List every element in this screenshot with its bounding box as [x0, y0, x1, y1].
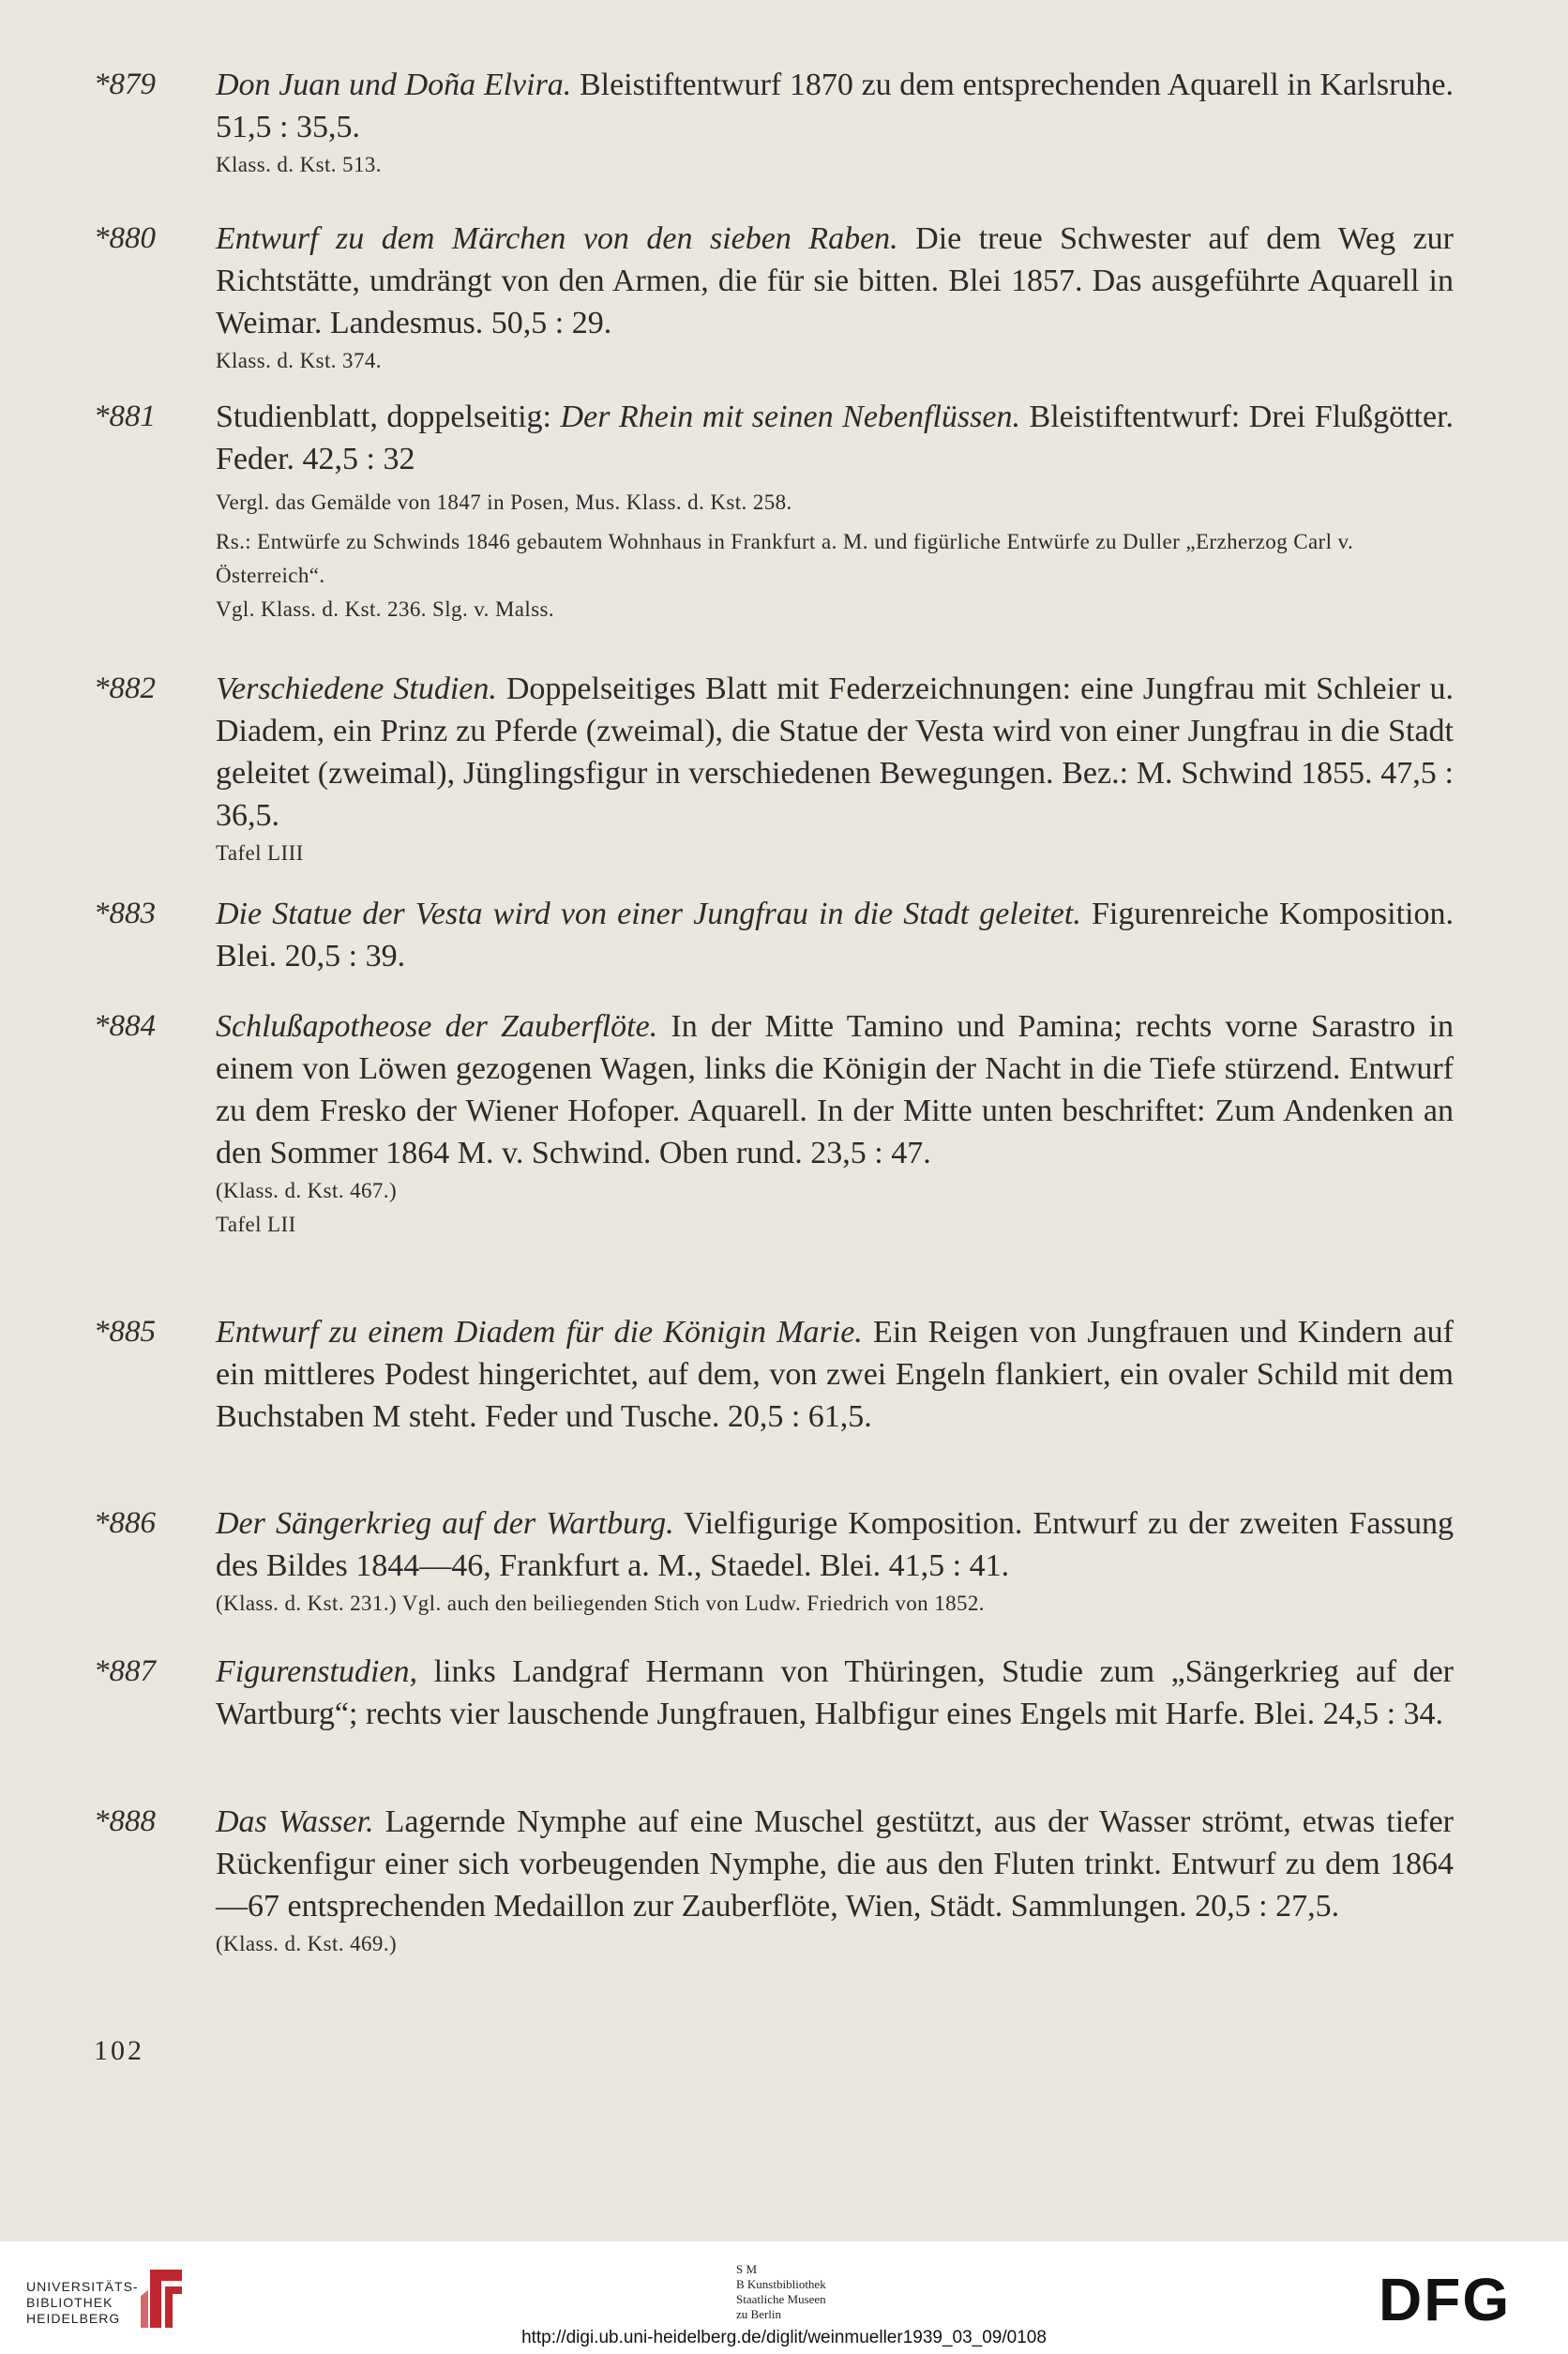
catalog-entry — [94, 1651, 1454, 1735]
university-line: HEIDELBERG — [26, 2311, 121, 2326]
university-line: BIBLIOTHEK — [26, 2295, 113, 2310]
entry-note: Vergl. das Gemälde von 1847 in Posen, Mus. Klass. d. Kst. 258. — [216, 490, 792, 514]
entry-text — [216, 893, 1454, 977]
dfg-logo: DFG — [1379, 2266, 1512, 2333]
entry-description: Lagernde Nymphe auf eine Muschel gestützt, aus der Wasser strömt, etwas tiefer Rückenfigur einer sich vorbeugenden Nymphe, die aus den Fluten trinkt. Entwurf zu dem 1864—67 entsprechenden Medaillon zur Zauberflöte, Wien, Städt. Sammlungen. 20,5 : 27,5. — [216, 1804, 1454, 1924]
entry-number: *886 — [94, 1506, 156, 1540]
catalog-entry — [94, 668, 1454, 870]
entry-title: Das Wasser. — [216, 1804, 374, 1839]
entry-note: Klass. d. Kst. 513. — [216, 153, 382, 176]
catalog-entry — [94, 218, 1454, 378]
collection-line: zu Berlin — [736, 2307, 782, 2321]
entry-note: (Klass. d. Kst. 231.) Vgl. auch den beiliegenden Stich von Ludw. Friedrich von 1852. — [216, 1592, 985, 1615]
collection-label — [736, 2262, 826, 2322]
catalog-entry — [94, 1311, 1454, 1438]
entry-note: Klass. d. Kst. 374. — [216, 349, 382, 372]
entry-description: Die treue Schwester auf dem Weg zur Richtstätte, umdrängt von den Armen, die für sie bitten. Blei 1857. Das ausgeführte Aquarell in Weimar. Landesmus. 50,5 : 29. — [216, 221, 1454, 340]
entry-title: Entwurf zu dem Märchen von den sieben Raben. — [216, 221, 898, 256]
entry-description: Figurenreiche Komposition. Blei. 20,5 : 39. — [216, 897, 1454, 973]
entry-title: Die Statue der Vesta wird von einer Jungfrau in die Stadt geleitet. — [216, 897, 1081, 931]
entry-text — [216, 64, 1454, 148]
entry-text — [216, 396, 1454, 480]
entry-title: Der Rhein mit seinen Nebenflüssen. — [560, 400, 1020, 434]
entry-title: Figurenstudien, — [216, 1654, 417, 1689]
entry-note: Vgl. Klass. d. Kst. 236. Slg. v. Malss. — [216, 597, 555, 621]
collection-line: S M — [736, 2262, 758, 2276]
entry-title: Der Sängerkrieg auf der Wartburg. — [216, 1506, 674, 1541]
entry-number: *880 — [94, 221, 156, 255]
catalog-entry — [94, 1502, 1454, 1621]
university-library-label — [26, 2279, 139, 2327]
collection-line: B Kunstbibliothek — [736, 2277, 826, 2291]
entry-note: Tafel LII — [216, 1213, 296, 1236]
entry-text — [216, 668, 1454, 837]
entry-number: *883 — [94, 897, 156, 930]
entry-number: *885 — [94, 1315, 156, 1349]
entry-title: Entwurf zu einem Diadem für die Königin Marie. — [216, 1315, 863, 1350]
entry-title: Don Juan und Doña Elvira. — [216, 68, 572, 102]
entry-description: Bleistiftentwurf 1870 zu dem entsprechenden Aquarell in Karlsruhe. 51,5 : 35,5. — [216, 68, 1455, 144]
catalog-entry — [94, 64, 1454, 182]
catalog-entry — [94, 893, 1454, 977]
entry-text — [216, 1311, 1454, 1438]
entry-description: In der Mitte Tamino und Pamina; rechts vorne Sarastro in einem von Löwen gezogenen Wagen, links die Königin der Nacht in die Tiefe stürzend. Entwurf zu dem Fresko der Wiener Hofoper. Aquarell. In der Mitte unten beschriftet: Zum Andenken an den Sommer 1864 M. v. Schwind. Oben rund. 23,5 : 47. — [216, 1009, 1454, 1170]
catalog-entry — [94, 1801, 1454, 1961]
entry-number: *888 — [94, 1804, 156, 1838]
digitization-footer — [0, 2241, 1568, 2354]
collection-line: Staatliche Museen — [736, 2292, 826, 2306]
entry-note: Tafel LIII — [216, 841, 304, 865]
source-url[interactable]: http://digi.ub.uni-heidelberg.de/diglit/weinmueller1939_03_09/0108 — [521, 2328, 1047, 2347]
university-logo-icon — [141, 2268, 188, 2330]
entry-title: Verschiedene Studien. — [216, 671, 497, 706]
entry-number: *884 — [94, 1009, 156, 1043]
entry-note: (Klass. d. Kst. 469.) — [216, 1932, 398, 1955]
catalog-entry — [94, 396, 1454, 626]
entry-number: *887 — [94, 1654, 156, 1688]
entry-description: Vielfigurige Komposition. Entwurf zu der zweiten Fassung des Bildes 1844—46, Frankfurt a. M., Staedel. Blei. 41,5 : 41. — [216, 1506, 1454, 1583]
entry-text — [216, 1502, 1454, 1587]
entry-text — [216, 218, 1454, 344]
entry-description: Bleistiftentwurf: Drei Flußgötter. Feder. 42,5 : 32 — [216, 400, 1455, 476]
entry-note: Rs.: Entwürfe zu Schwinds 1846 gebautem Wohnhaus in Frankfurt a. M. und figürliche Entwürfe zu Duller „Erzherzog Carl v. Österreich“. — [216, 530, 1354, 587]
entry-text — [216, 1801, 1454, 1927]
entry-number: *882 — [94, 671, 156, 705]
entry-description: Ein Reigen von Jungfrauen und Kindern auf ein mittleres Podest hingerichtet, auf dem, von zwei Engeln flankiert, ein ovaler Schild mit dem Buchstaben M steht. Feder und Tusche. 20,5 : 61,5. — [216, 1315, 1454, 1434]
entry-note: (Klass. d. Kst. 467.) — [216, 1179, 398, 1202]
page-number: 102 — [94, 2035, 144, 2066]
university-line: UNIVERSITÄTS- — [26, 2279, 139, 2294]
entry-text — [216, 1651, 1454, 1735]
entry-title: Schlußapotheose der Zauberflöte. — [216, 1009, 658, 1044]
catalog-entry — [94, 1005, 1454, 1242]
entry-prefix: Studienblatt, doppelseitig: — [216, 400, 561, 434]
entry-text — [216, 1005, 1454, 1174]
entry-number: *879 — [94, 68, 156, 101]
entry-description: links Landgraf Hermann von Thüringen, Studie zum „Sängerkrieg auf der Wartburg“; rechts vier lauschende Jungfrauen, Halbfigur eines Engels mit Harfe. Blei. 24,5 : 34. — [216, 1654, 1454, 1731]
entry-number: *881 — [94, 400, 156, 433]
entry-description: Doppelseitiges Blatt mit Federzeichnungen: eine Jungfrau mit Schleier u. Diadem, ein Prinz zu Pferde (zweimal), die Statue der Vesta wird von einer Jungfrau in die Stadt geleitet (zweimal), Jünglingsfigur in verschiedenen Bewegungen. Bez.: M. Schwind 1855. 47,5 : 36,5. — [216, 671, 1454, 833]
